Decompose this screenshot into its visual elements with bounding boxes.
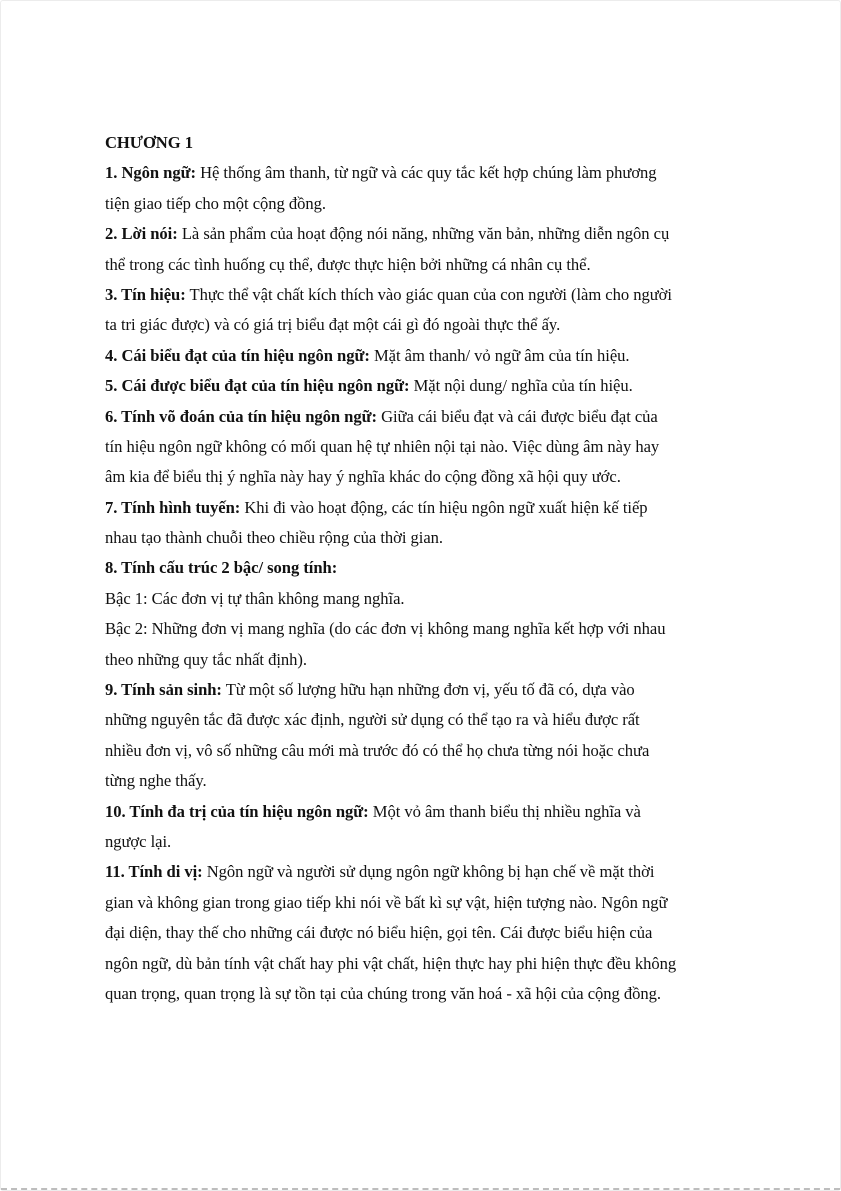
term-label: 3. Tín hiệu: [105,284,186,304]
text-line [105,736,745,766]
definition-line [105,219,745,249]
definition-line [105,402,745,432]
text-line [105,705,745,735]
definition-line [105,857,745,887]
chapter-heading: CHƯƠNG 1 [105,133,193,152]
line-text: Là sản phẩm của hoạt động nói năng, những văn bản, những diễn ngôn cụ [177,224,670,244]
text-line [105,766,745,796]
line-text: Giữa cái biểu đạt và cái được biểu đạt của [376,406,658,426]
line-text: đại diện, thay thế cho những cái được nó biểu hiện, gọi tên. Cái được biểu hiện của [105,923,653,943]
line-text: Từ một số lượng hữu hạn những đơn vị, yếu tố đã có, dựa vào [221,680,635,700]
line-text: tiện giao tiếp cho một cộng đồng. [105,193,326,213]
definition-line [105,280,745,310]
term-label: 10. Tính đa trị của tín hiệu ngôn ngữ: [105,801,369,821]
definition-line [105,341,745,371]
line-text: tín hiệu ngôn ngữ không có mối quan hệ tự nhiên nội tại nào. Việc dùng âm này hay [105,436,660,456]
page-bottom-edge [1,1185,840,1190]
line-text: gian và không gian trong giao tiếp khi nói về bất kì sự vật, hiện tượng nào. Ngôn ngữ [105,892,668,912]
line-text: thể trong các tình huống cụ thể, được thực hiện bởi những cá nhân cụ thể. [105,254,591,274]
definition-line [105,553,745,583]
term-label: 11. Tính di vị: [105,862,203,882]
definition-line [105,493,745,523]
text-line [105,523,745,553]
text-line [105,614,745,644]
line-text: Bậc 2: Những đơn vị mang nghĩa (do các đơn vị không mang nghĩa kết hợp với nhau [105,619,666,639]
line-text: Mặt âm thanh/ vỏ ngữ âm của tín hiệu. [369,345,630,365]
term-label: 4. Cái biểu đạt của tín hiệu ngôn ngữ: [105,345,370,365]
text-line [105,645,745,675]
definition-line [105,797,745,827]
line-text: ngôn ngữ, dù bản tính vật chất hay phi vật chất, hiện thực hay phi hiện thực đều không [105,953,677,973]
text-line [105,584,745,614]
definition-line [105,158,745,188]
text-line [105,979,745,1009]
line-text: nhiều đơn vị, vô số những câu mới mà trước đó có thể họ chưa từng nói hoặc chưa [105,740,650,760]
line-text: nhau tạo thành chuỗi theo chiều rộng của thời gian. [105,528,444,548]
term-label: 2. Lời nói: [105,224,178,244]
line-text: Hệ thống âm thanh, từ ngữ và các quy tắc kết hợp chúng làm phương [195,163,657,183]
line-text: từng nghe thấy. [105,771,207,791]
definition-line [105,371,745,401]
text-line [105,250,745,280]
line-text: Thực thể vật chất kích thích vào giác quan của con người (làm cho người [185,284,672,304]
term-label: 6. Tính võ đoán của tín hiệu ngôn ngữ: [105,406,377,426]
line-text: những nguyên tắc đã được xác định, người sử dụng có thể tạo ra và hiểu được rất [105,710,640,730]
line-text: ngược lại. [105,831,172,851]
definition-line [105,675,745,705]
text-line [105,827,745,857]
term-label: 1. Ngôn ngữ: [105,163,196,183]
text-line [105,432,745,462]
line-text: Ngôn ngữ và người sử dụng ngôn ngữ không bị hạn chế về mặt thời [202,862,655,882]
document-body [105,128,745,1009]
line-text: theo những quy tắc nhất định). [105,649,307,669]
text-line [105,189,745,219]
term-label: 9. Tính sản sinh: [105,680,222,700]
line-text: Mặt nội dung/ nghĩa của tín hiệu. [409,376,633,396]
line-text: ta tri giác được) và có giá trị biểu đạt một cái gì đó ngoài thực thể ấy. [105,315,561,335]
line-text: Khi đi vào hoạt động, các tín hiệu ngôn ngữ xuất hiện kế tiếp [240,497,648,517]
line-text: âm kia để biểu thị ý nghĩa này hay ý nghĩa khác do cộng đồng xã hội quy ước. [105,467,621,487]
term-label: 7. Tính hình tuyến: [105,497,241,517]
line-text: Bậc 1: Các đơn vị tự thân không mang nghĩa. [105,588,405,608]
text-line [105,918,745,948]
text-line [105,888,745,918]
text-line [105,310,745,340]
text-line [105,949,745,979]
term-label: 5. Cái được biểu đạt của tín hiệu ngôn ngữ: [105,376,410,396]
term-label: 8. Tính cấu trúc 2 bậc/ song tính: [105,558,338,578]
document-lines [105,158,745,1009]
line-text: Một vỏ âm thanh biểu thị nhiều nghĩa và [368,801,641,821]
text-line [105,462,745,492]
line-text: quan trọng, quan trọng là sự tồn tại của chúng trong văn hoá - xã hội của cộng đồng. [105,983,661,1003]
